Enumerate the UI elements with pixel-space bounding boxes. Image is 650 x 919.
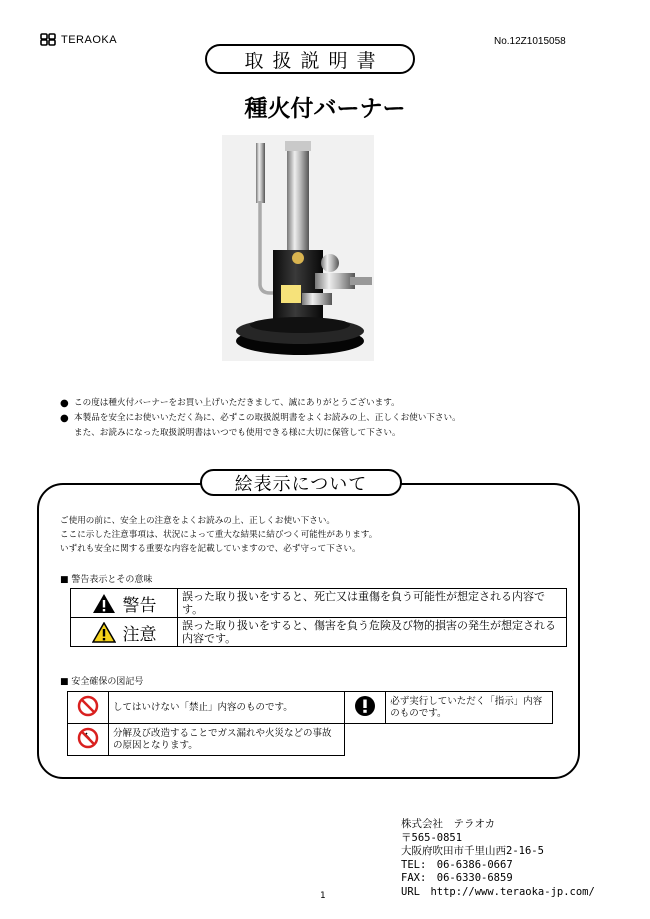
table-row [71, 618, 567, 647]
section-intro-line: ここに示した注意事項は、状況によって重大な結果に結びつく可能性があります。 [60, 530, 378, 540]
intro-continuation: また、お読みになった取扱説明書はいつでも使用できる様に大切に保管して下さい。 [74, 428, 401, 438]
table-row [71, 589, 567, 618]
caution-description: 誤った取り扱いをすると、傷害を負う危険及び物的損害の発生が想定される内容です。 [178, 618, 567, 647]
company-url: URL http://www.teraoka-jp.com/ [401, 885, 595, 898]
bullet-icon: ● [60, 413, 69, 424]
company-info [401, 818, 595, 899]
mandatory-description: 必ず実行していただく「指示」内容のものです。 [386, 692, 553, 724]
caution-triangle-icon [92, 622, 116, 643]
intro-bullet [60, 396, 620, 411]
warning-table [70, 588, 567, 647]
caution-label: 注意 [122, 624, 157, 645]
mandatory-exclamation-icon [354, 695, 376, 717]
prohibited-circle-icon [77, 695, 99, 717]
warning-label: 警告 [122, 595, 157, 616]
company-name: 株式会社 テラオカ [401, 818, 496, 830]
intro-bullet-text: この度は種火付バーナーをお買い上げいただきまして、誠にありがとうございます。 [74, 398, 400, 408]
symbol-table [67, 691, 553, 756]
company-fax: FAX: 06-6330-6859 [401, 872, 513, 884]
product-photo [222, 135, 374, 361]
table-row [68, 692, 553, 724]
intro-bullet [60, 411, 620, 426]
prohibited-description: してはいけない「禁止」内容のものです。 [109, 692, 345, 724]
document-number: No.12Z1015058 [494, 36, 566, 47]
intro-bullets [60, 396, 620, 441]
page-number: 1 [320, 891, 326, 901]
section-intro-line: ご使用の前に、安全上の注意をよくお読みの上、正しくお使い下さい。 [60, 516, 336, 526]
warning-heading: ■ 警告表示とその意味 [60, 575, 153, 585]
company-tel: TEL: 06-6386-0667 [401, 858, 513, 871]
warning-description: 誤った取り扱いをすると、死亡又は重傷を負う可能性が想定される内容です。 [178, 589, 567, 618]
product-name: 種火付バーナー [244, 96, 406, 122]
company-logo [40, 33, 117, 46]
section-title: 絵表示について [200, 469, 402, 496]
symbol-heading: ■ 安全確保の図記号 [60, 677, 144, 687]
logo-text: TERAOKA [61, 33, 118, 46]
warning-triangle-icon [92, 593, 116, 614]
no-disassembly-description: 分解及び改造することでガス漏れや火災などの事故の原因となります。 [109, 724, 345, 756]
manual-title: 取扱説明書 [205, 44, 415, 74]
teraoka-logo-icon [40, 33, 56, 46]
bullet-icon: ● [60, 398, 69, 409]
company-address: 大阪府吹田市千里山西2-16-5 [401, 845, 544, 857]
intro-bullet-text: 本製品を安全にお使いいただく為に、必ずこの取扱説明書をよくお読みの上、正しくお使い下さい。 [74, 413, 461, 423]
section-intro-line: いずれも安全に関する重要な内容を記載していますので、必ず守って下さい。 [60, 544, 361, 554]
table-row [68, 724, 553, 756]
section-intro [60, 514, 377, 556]
no-disassembly-icon [77, 727, 99, 749]
company-postal: 〒565-0851 [401, 831, 463, 844]
